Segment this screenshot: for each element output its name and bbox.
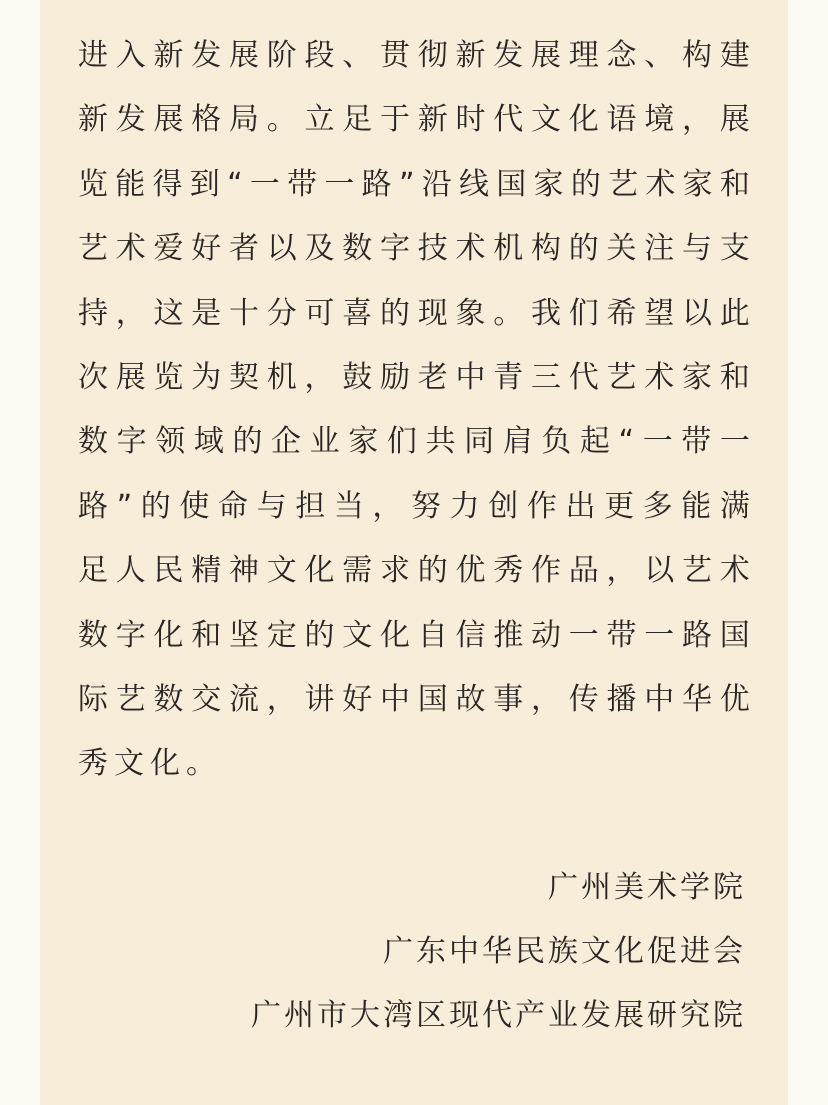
article-line: 览 能 得 到 “ 一 带 一 路 ” 沿 线 国 家 的 艺 术 家 和: [78, 166, 750, 202]
signature-org-3: 广州市大湾区现代产业发展研究院: [251, 998, 746, 1033]
signature-org-2: 广东中华民族文化促进会: [383, 934, 746, 969]
article-line: 次 展 览 为 契 机 ， 鼓 励 老 中 青 三 代 艺 术 家 和: [78, 359, 750, 395]
signature-org-1: 广州美术学院: [548, 870, 746, 905]
article-line: 艺 术 爱 好 者 以 及 数 字 技 术 机 构 的 关 注 与 支: [78, 231, 750, 267]
article-line: 秀文化。: [78, 746, 222, 782]
article-body: [78, 24, 750, 797]
signature-block: [251, 856, 746, 1048]
article-line: 数 字 领 域 的 企 业 家 们 共 同 肩 负 起 “ 一 带 一: [78, 424, 750, 460]
article-line: 数 字 化 和 坚 定 的 文 化 自 信 推 动 一 带 一 路 国: [78, 617, 750, 653]
article-line: 路 ” 的 使 命 与 担 当 ， 努 力 创 作 出 更 多 能 满: [78, 488, 750, 524]
article-line: 持 ， 这 是 十 分 可 喜 的 现 象 。 我 们 希 望 以 此: [78, 295, 750, 331]
article-line: 足 人 民 精 神 文 化 需 求 的 优 秀 作 品 ， 以 艺 术: [78, 553, 750, 589]
article-line: 际 艺 数 交 流 ， 讲 好 中 国 故 事 ， 传 播 中 华 优: [78, 681, 750, 717]
article-line: 新 发 展 格 局 。 立 足 于 新 时 代 文 化 语 境 ， 展: [78, 102, 750, 138]
article-line: 进 入 新 发 展 阶 段 、 贯 彻 新 发 展 理 念 、 构 建: [78, 38, 750, 73]
